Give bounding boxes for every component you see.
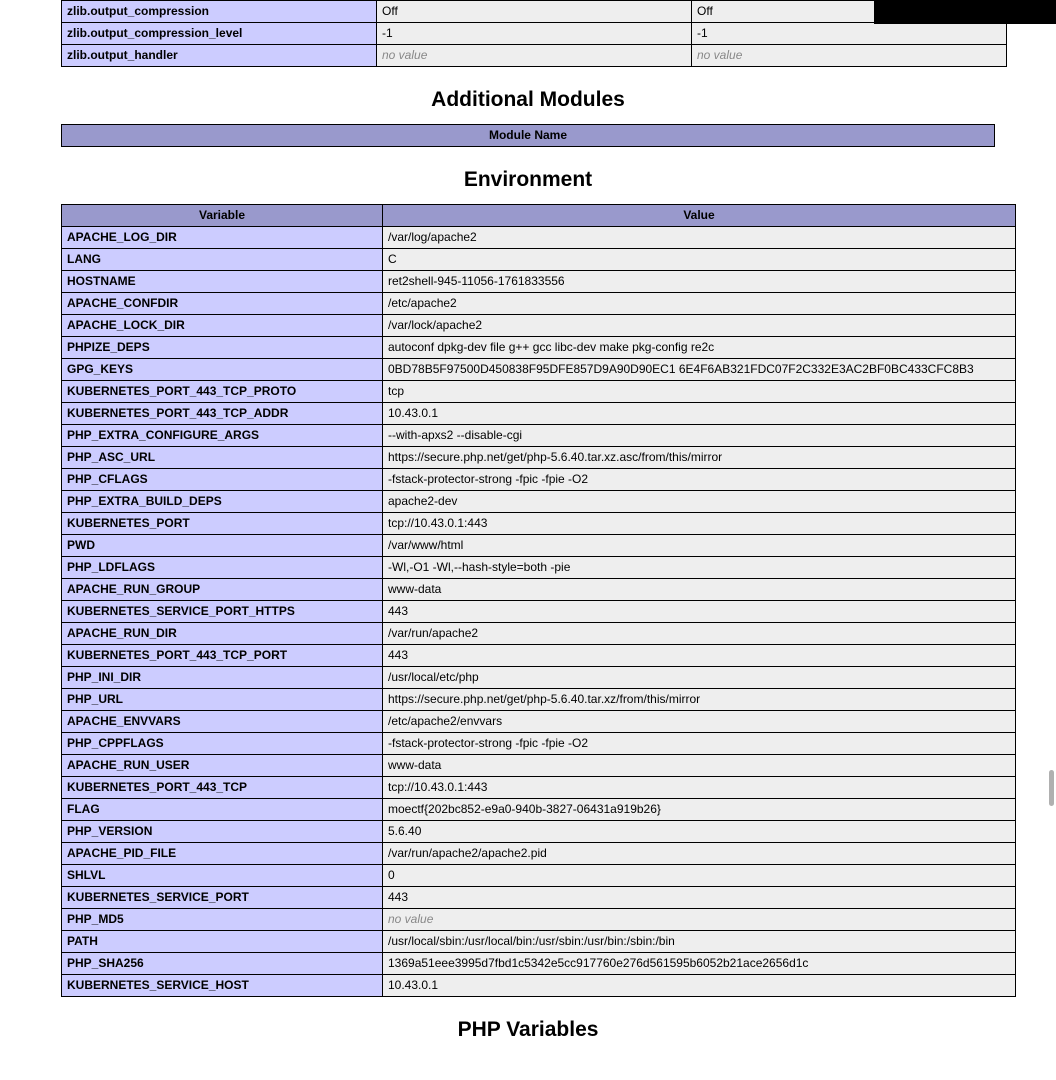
- page-scrollbar[interactable]: [1050, 0, 1056, 1080]
- directive-master-value: Off: [692, 1, 1007, 23]
- env-var-value: 0: [383, 865, 1016, 887]
- env-var-name: KUBERNETES_PORT: [62, 513, 383, 535]
- env-var-value: www-data: [383, 755, 1016, 777]
- env-var-name: PHP_SHA256: [62, 953, 383, 975]
- table-row: [62, 469, 1016, 491]
- table-row: [62, 271, 1016, 293]
- env-var-value: www-data: [383, 579, 1016, 601]
- table-row: [62, 381, 1016, 403]
- table-row: [62, 733, 1016, 755]
- scrollbar-thumb[interactable]: [1049, 770, 1054, 806]
- env-var-name: KUBERNETES_SERVICE_HOST: [62, 975, 383, 997]
- table-row: [62, 843, 1016, 865]
- env-var-value: /var/www/html: [383, 535, 1016, 557]
- table-row: [62, 865, 1016, 887]
- env-var-name: KUBERNETES_SERVICE_PORT: [62, 887, 383, 909]
- env-var-value: /var/log/apache2: [383, 227, 1016, 249]
- environment-variable-header: Variable: [62, 205, 383, 227]
- table-row: [62, 403, 1016, 425]
- table-row: [62, 359, 1016, 381]
- table-row: [62, 227, 1016, 249]
- table-row: [62, 293, 1016, 315]
- environment-rows: [62, 205, 1016, 997]
- table-row: [62, 821, 1016, 843]
- env-var-name: PHP_CFLAGS: [62, 469, 383, 491]
- env-var-name: PHP_INI_DIR: [62, 667, 383, 689]
- env-var-name: KUBERNETES_PORT_443_TCP: [62, 777, 383, 799]
- table-row: [62, 711, 1016, 733]
- env-var-name: APACHE_RUN_USER: [62, 755, 383, 777]
- additional-modules-table: [61, 124, 995, 147]
- env-var-name: PHP_ASC_URL: [62, 447, 383, 469]
- env-var-value: autoconf dpkg-dev file g++ gcc libc-dev make pkg-config re2c: [383, 337, 1016, 359]
- env-var-name: PWD: [62, 535, 383, 557]
- env-var-name: SHLVL: [62, 865, 383, 887]
- env-var-value: https://secure.php.net/get/php-5.6.40.tar.xz.asc/from/this/mirror: [383, 447, 1016, 469]
- environment-title: Environment: [463, 168, 593, 191]
- env-var-name: APACHE_LOCK_DIR: [62, 315, 383, 337]
- table-row: [62, 777, 1016, 799]
- table-row: [62, 645, 1016, 667]
- table-row: [62, 23, 1007, 45]
- env-var-name: PHP_LDFLAGS: [62, 557, 383, 579]
- env-var-name: KUBERNETES_PORT_443_TCP_ADDR: [62, 403, 383, 425]
- env-var-name: APACHE_CONFDIR: [62, 293, 383, 315]
- env-var-value: 443: [383, 887, 1016, 909]
- env-var-value: -fstack-protector-strong -fpic -fpie -O2: [383, 733, 1016, 755]
- env-var-name: LANG: [62, 249, 383, 271]
- env-var-name: PHP_VERSION: [62, 821, 383, 843]
- env-var-value: C: [383, 249, 1016, 271]
- directive-master-value: -1: [692, 23, 1007, 45]
- module-name-header: Module Name: [62, 125, 995, 147]
- env-var-name: KUBERNETES_PORT_443_TCP_PROTO: [62, 381, 383, 403]
- directive-local-value: Off: [377, 1, 692, 23]
- page-content: [61, 0, 995, 1042]
- additional-modules-title: Additional Modules: [431, 88, 625, 111]
- env-var-name: APACHE_PID_FILE: [62, 843, 383, 865]
- env-var-value: /usr/local/etc/php: [383, 667, 1016, 689]
- env-var-value: -Wl,-O1 -Wl,--hash-style=both -pie: [383, 557, 1016, 579]
- table-row: [62, 975, 1016, 997]
- env-var-name: PHP_EXTRA_BUILD_DEPS: [62, 491, 383, 513]
- table-row: [62, 425, 1016, 447]
- directive-master-value: no value: [692, 45, 1007, 67]
- table-row: [62, 535, 1016, 557]
- table-row: [62, 931, 1016, 953]
- env-var-name: GPG_KEYS: [62, 359, 383, 381]
- env-var-value: 443: [383, 645, 1016, 667]
- env-var-value: /etc/apache2/envvars: [383, 711, 1016, 733]
- table-row: [62, 1, 1007, 23]
- window-overlay-artifact: [874, 0, 1056, 24]
- env-var-value: tcp://10.43.0.1:443: [383, 777, 1016, 799]
- table-row: [62, 887, 1016, 909]
- directives-rows: [62, 1, 1007, 67]
- env-var-name: KUBERNETES_PORT_443_TCP_PORT: [62, 645, 383, 667]
- table-row: [62, 249, 1016, 271]
- environment-table: [61, 204, 1016, 997]
- directive-name: zlib.output_compression: [62, 1, 377, 23]
- table-row: [62, 447, 1016, 469]
- env-var-value: ret2shell-945-11056-1761833556: [383, 271, 1016, 293]
- table-row: [62, 491, 1016, 513]
- table-row: [62, 909, 1016, 931]
- env-var-name: KUBERNETES_SERVICE_PORT_HTTPS: [62, 601, 383, 623]
- table-row: [62, 755, 1016, 777]
- env-var-name: APACHE_RUN_GROUP: [62, 579, 383, 601]
- env-var-value: moectf{202bc852-e9a0-940b-3827-06431a919b26}: [383, 799, 1016, 821]
- env-var-value: 1369a51eee3995d7fbd1c5342e5cc917760e276d561595b6052b21ace2656d1c: [383, 953, 1016, 975]
- env-var-name: APACHE_LOG_DIR: [62, 227, 383, 249]
- env-var-value: 10.43.0.1: [383, 403, 1016, 425]
- table-row: [62, 513, 1016, 535]
- env-var-value: /var/lock/apache2: [383, 315, 1016, 337]
- env-var-value: 5.6.40: [383, 821, 1016, 843]
- env-var-value: /etc/apache2: [383, 293, 1016, 315]
- env-var-value: /var/run/apache2: [383, 623, 1016, 645]
- env-var-name: HOSTNAME: [62, 271, 383, 293]
- env-var-name: FLAG: [62, 799, 383, 821]
- env-var-value: tcp://10.43.0.1:443: [383, 513, 1016, 535]
- directives-table-partial: [61, 0, 1007, 67]
- environment-value-header: Value: [383, 205, 1016, 227]
- env-var-name: PHPIZE_DEPS: [62, 337, 383, 359]
- env-var-value: 443: [383, 601, 1016, 623]
- env-var-value: 0BD78B5F97500D450838F95DFE857D9A90D90EC1 6E4F6AB321FDC07F2C332E3AC2BF0BC433CFC8B3: [383, 359, 1016, 381]
- table-header-row: [62, 125, 995, 147]
- directive-local-value: no value: [377, 45, 692, 67]
- env-var-value: apache2-dev: [383, 491, 1016, 513]
- directive-name: zlib.output_compression_level: [62, 23, 377, 45]
- env-var-name: PHP_URL: [62, 689, 383, 711]
- php-variables-title: PHP Variables: [457, 1018, 599, 1041]
- table-row: [62, 601, 1016, 623]
- env-var-value: 10.43.0.1: [383, 975, 1016, 997]
- env-var-name: PHP_EXTRA_CONFIGURE_ARGS: [62, 425, 383, 447]
- env-var-value: /var/run/apache2/apache2.pid: [383, 843, 1016, 865]
- table-row: [62, 45, 1007, 67]
- env-var-value: --with-apxs2 --disable-cgi: [383, 425, 1016, 447]
- table-row: [62, 667, 1016, 689]
- env-var-value: /usr/local/sbin:/usr/local/bin:/usr/sbin:/usr/bin:/sbin:/bin: [383, 931, 1016, 953]
- table-row: [62, 557, 1016, 579]
- table-row: [62, 579, 1016, 601]
- table-row: [62, 315, 1016, 337]
- table-row: [62, 337, 1016, 359]
- table-row: [62, 689, 1016, 711]
- env-var-name: APACHE_RUN_DIR: [62, 623, 383, 645]
- env-var-name: PHP_MD5: [62, 909, 383, 931]
- directive-name: zlib.output_handler: [62, 45, 377, 67]
- table-row: [62, 623, 1016, 645]
- table-row: [62, 799, 1016, 821]
- table-row: [62, 953, 1016, 975]
- env-var-name: PATH: [62, 931, 383, 953]
- env-var-value: tcp: [383, 381, 1016, 403]
- env-var-value: -fstack-protector-strong -fpic -fpie -O2: [383, 469, 1016, 491]
- directive-local-value: -1: [377, 23, 692, 45]
- env-var-name: PHP_CPPFLAGS: [62, 733, 383, 755]
- env-var-name: APACHE_ENVVARS: [62, 711, 383, 733]
- env-var-value: https://secure.php.net/get/php-5.6.40.tar.xz/from/this/mirror: [383, 689, 1016, 711]
- env-var-value: no value: [383, 909, 1016, 931]
- table-header-row: [62, 205, 1016, 227]
